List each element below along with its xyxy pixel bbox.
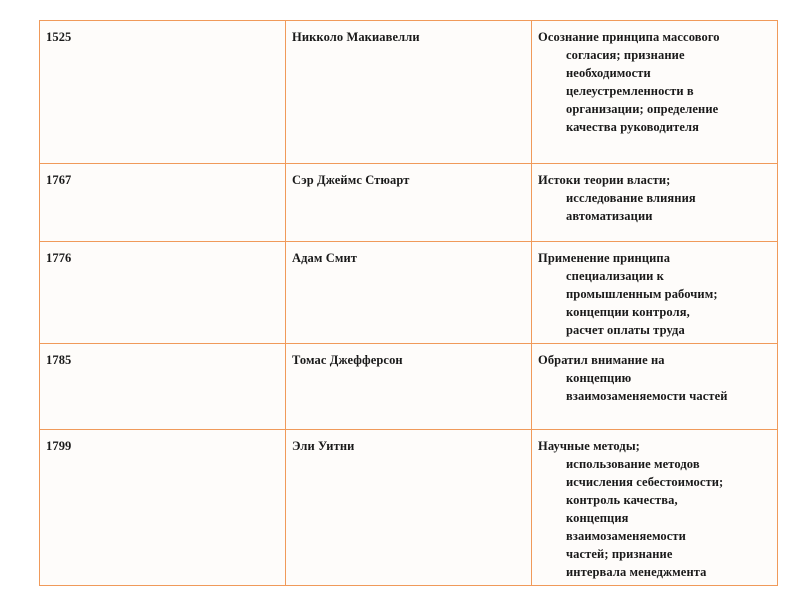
description-line: автоматизации (566, 209, 653, 223)
year-cell: 1799 (40, 430, 286, 586)
table-row (40, 242, 778, 344)
table-row (40, 21, 778, 164)
description-line: концепцию (566, 371, 632, 385)
description-line: концепции контроля, (566, 305, 690, 319)
description-line: расчет оплаты труда (566, 323, 685, 337)
name-cell: Эли Уитни (286, 430, 532, 586)
table-row (40, 344, 778, 430)
description-cell (532, 430, 778, 586)
description-line: качества руководителя (566, 120, 699, 134)
description-line: специализации к (566, 269, 664, 283)
year-cell: 1785 (40, 344, 286, 430)
table-row (40, 430, 778, 586)
description-line: исчисления себестоимости; (566, 475, 724, 489)
description-line: взаимозаменяемости частей (566, 389, 728, 403)
description-line: Истоки теории власти; (538, 173, 671, 187)
description-line: контроль качества, (566, 493, 678, 507)
description-line: частей; признание (566, 547, 673, 561)
year-cell: 1776 (40, 242, 286, 344)
description-cell (532, 242, 778, 344)
table-row (40, 164, 778, 242)
history-table (39, 20, 778, 586)
year-cell: 1525 (40, 21, 286, 164)
description-line: Научные методы; (538, 439, 640, 453)
description-line: использование методов (566, 457, 700, 471)
name-cell: Адам Смит (286, 242, 532, 344)
description-line: Обратил внимание на (538, 353, 665, 367)
description-line: Осознание принципа массового (538, 30, 720, 44)
name-cell: Никколо Макиавелли (286, 21, 532, 164)
name-cell: Томас Джефферсон (286, 344, 532, 430)
description-cell (532, 164, 778, 242)
description-line: согласия; признание (566, 48, 685, 62)
name-cell: Сэр Джеймс Стюарт (286, 164, 532, 242)
description-cell (532, 344, 778, 430)
description-line: организации; определение (566, 102, 719, 116)
description-line: Применение принципа (538, 251, 671, 265)
description-line: целеустремленности в (566, 84, 694, 98)
description-line: интервала менеджмента (566, 565, 707, 579)
description-line: промышленным рабочим; (566, 287, 718, 301)
description-line: исследование влияния (566, 191, 696, 205)
description-line: концепция (566, 511, 629, 525)
year-cell: 1767 (40, 164, 286, 242)
description-line: необходимости (566, 66, 651, 80)
description-line: взаимозаменяемости (566, 529, 686, 543)
description-cell (532, 21, 778, 164)
